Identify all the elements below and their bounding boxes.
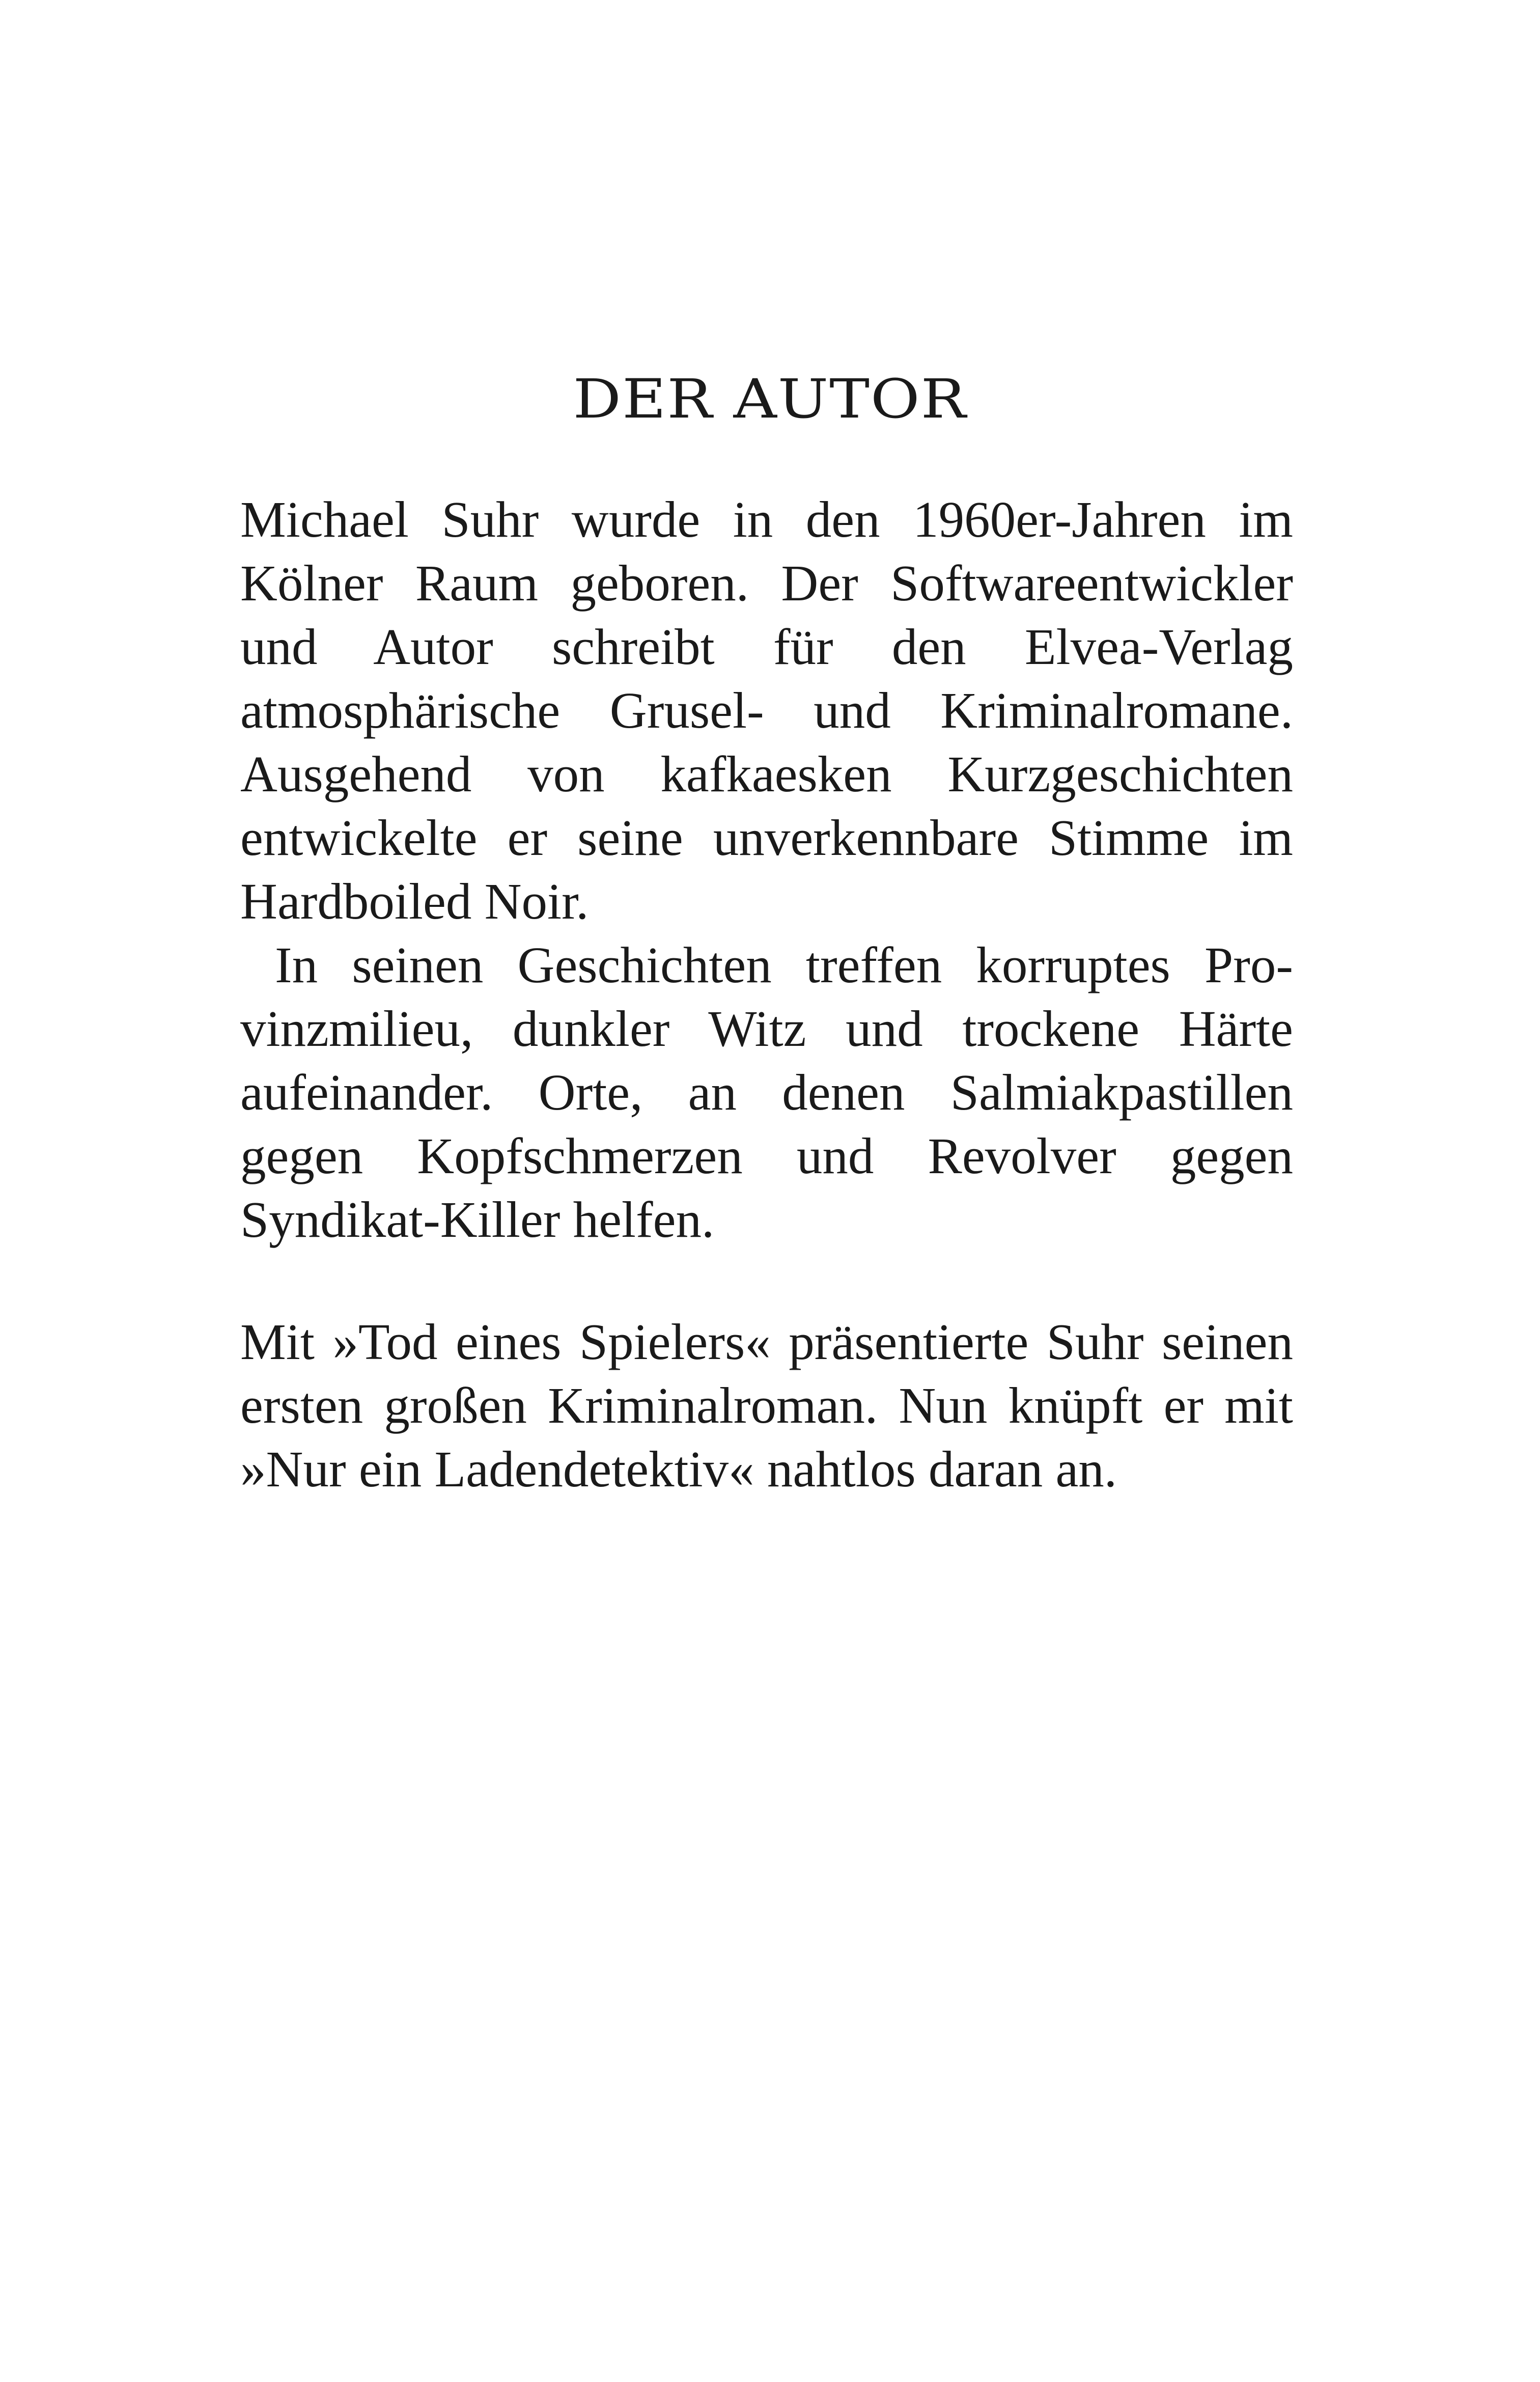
page-heading: DER AUTOR [573, 367, 967, 431]
author-bio-paragraph-1 [240, 488, 1293, 933]
paragraph-text: Michael Suhr wurde in den 1960er-Jahren im Kölner Raum geboren. Der Softwareentwickler und Autor schreibt für den Elvea-Verlag atmosphärische Grusel- und Kriminalromane. Ausgehend von kafkaesken Kurzgeschichten entwickelte er seine unverkennbare Stimme im Hardboiled Noir. [240, 491, 1293, 930]
author-bio-paragraph-2 [240, 933, 1293, 1252]
paragraph-text: In seinen Geschichten treffen korruptes Provinzmilieu, dunkler Witz und trockene Härte aufeinander. Orte, an denen Salmiakpastillen gegen Kopfschmerzen und Revolver gegen Syndikat-Killer helfen. [240, 936, 1293, 1248]
author-books-paragraph [240, 1310, 1293, 1501]
paragraph-text: Mit »Tod eines Spielers« präsentierte Suhr seinen ersten großen Kriminalroman. Nun knüpft er mit »Nur ein Ladendetektiv« nahtlos daran an. [240, 1313, 1293, 1498]
